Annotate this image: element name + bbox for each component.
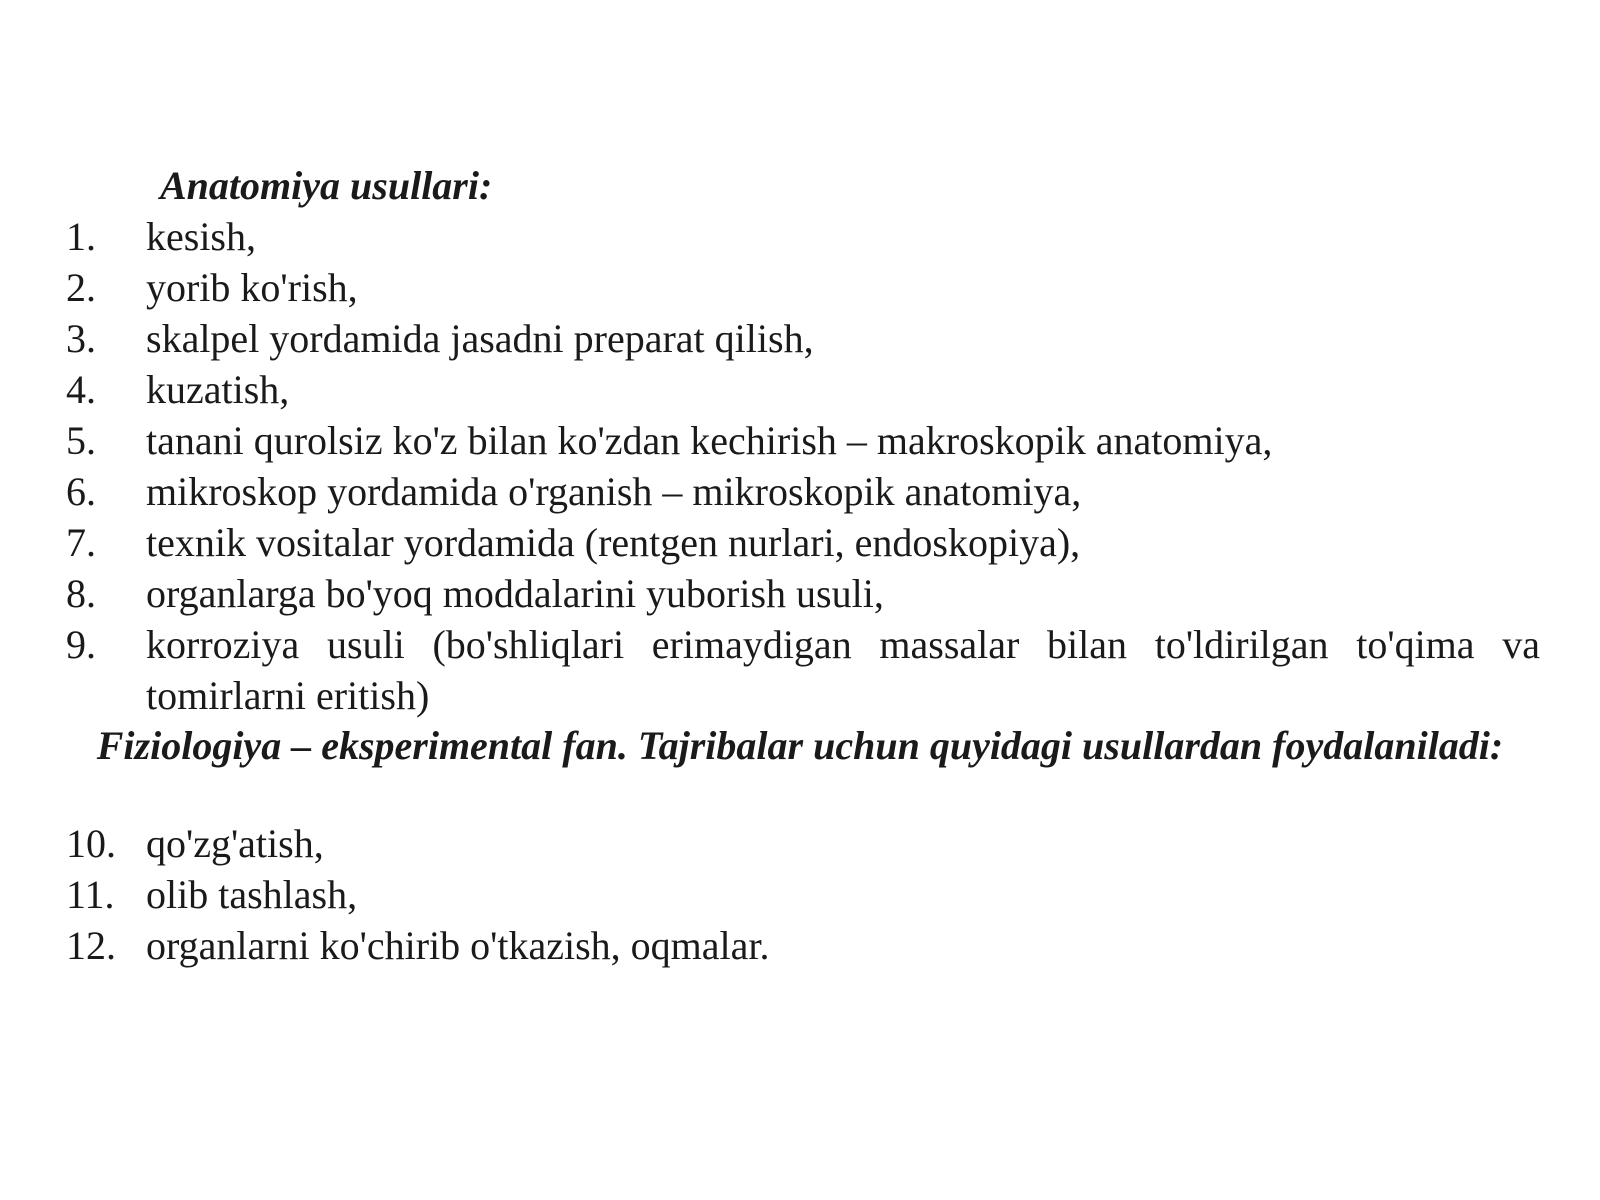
anatomy-methods-list — [0, 211, 1600, 721]
physiology-heading: Fiziologiya – eksperimental fan. Tajribalar uchun quyidagi usullardan foydalaniladi: — [96, 723, 1504, 768]
item-number: 10. — [66, 821, 116, 866]
list-item — [0, 364, 1600, 415]
item-text: texnik vositalar yordamida (rentgen nurlari, endoskopiya), — [146, 520, 1081, 565]
item-text: organlarni ko'chirib o'tkazish, oqmalar. — [146, 923, 770, 968]
item-number: 11. — [66, 872, 115, 917]
list-item — [0, 869, 1600, 920]
item-text: kuzatish, — [146, 367, 290, 412]
list-item — [0, 262, 1600, 313]
list-item — [0, 415, 1600, 466]
physiology-methods-list — [0, 818, 1600, 971]
item-text: organlarga bo'yoq moddalarini yuborish usuli, — [146, 571, 884, 616]
item-number: 1. — [66, 214, 96, 259]
item-text: kesish, — [146, 214, 256, 259]
item-text: olib tashlash, — [146, 872, 358, 917]
item-text: skalpel yordamida jasadni preparat qilish, — [146, 316, 814, 361]
item-number: 12. — [66, 923, 116, 968]
item-text: korroziya usuli (bo'shliqlari erimaydigan massalar bilan to'ldirilgan to'qima va tomirlarni eritish) — [146, 622, 1540, 718]
list-item — [0, 920, 1600, 971]
list-item — [0, 619, 1600, 721]
item-number: 2. — [66, 265, 96, 310]
list-item — [0, 211, 1600, 262]
item-number: 7. — [66, 520, 96, 565]
item-text: tanani qurolsiz ko'z bilan ko'zdan kechirish – makroskopik anatomiya, — [146, 418, 1273, 463]
item-number: 5. — [66, 418, 96, 463]
item-number: 8. — [66, 571, 96, 616]
list-item — [0, 818, 1600, 869]
item-number: 3. — [66, 316, 96, 361]
item-number: 4. — [66, 367, 96, 412]
item-text: yorib ko'rish, — [146, 265, 358, 310]
list-item — [0, 466, 1600, 517]
item-text: mikroskop yordamida o'rganish – mikroskopik anatomiya, — [146, 469, 1082, 514]
item-number: 9. — [66, 622, 96, 667]
list-item — [0, 517, 1600, 568]
anatomy-heading: Anatomiya usullari: — [160, 163, 493, 208]
list-item — [0, 313, 1600, 364]
item-text: qo'zg'atish, — [146, 821, 324, 866]
list-item — [0, 568, 1600, 619]
item-number: 6. — [66, 469, 96, 514]
